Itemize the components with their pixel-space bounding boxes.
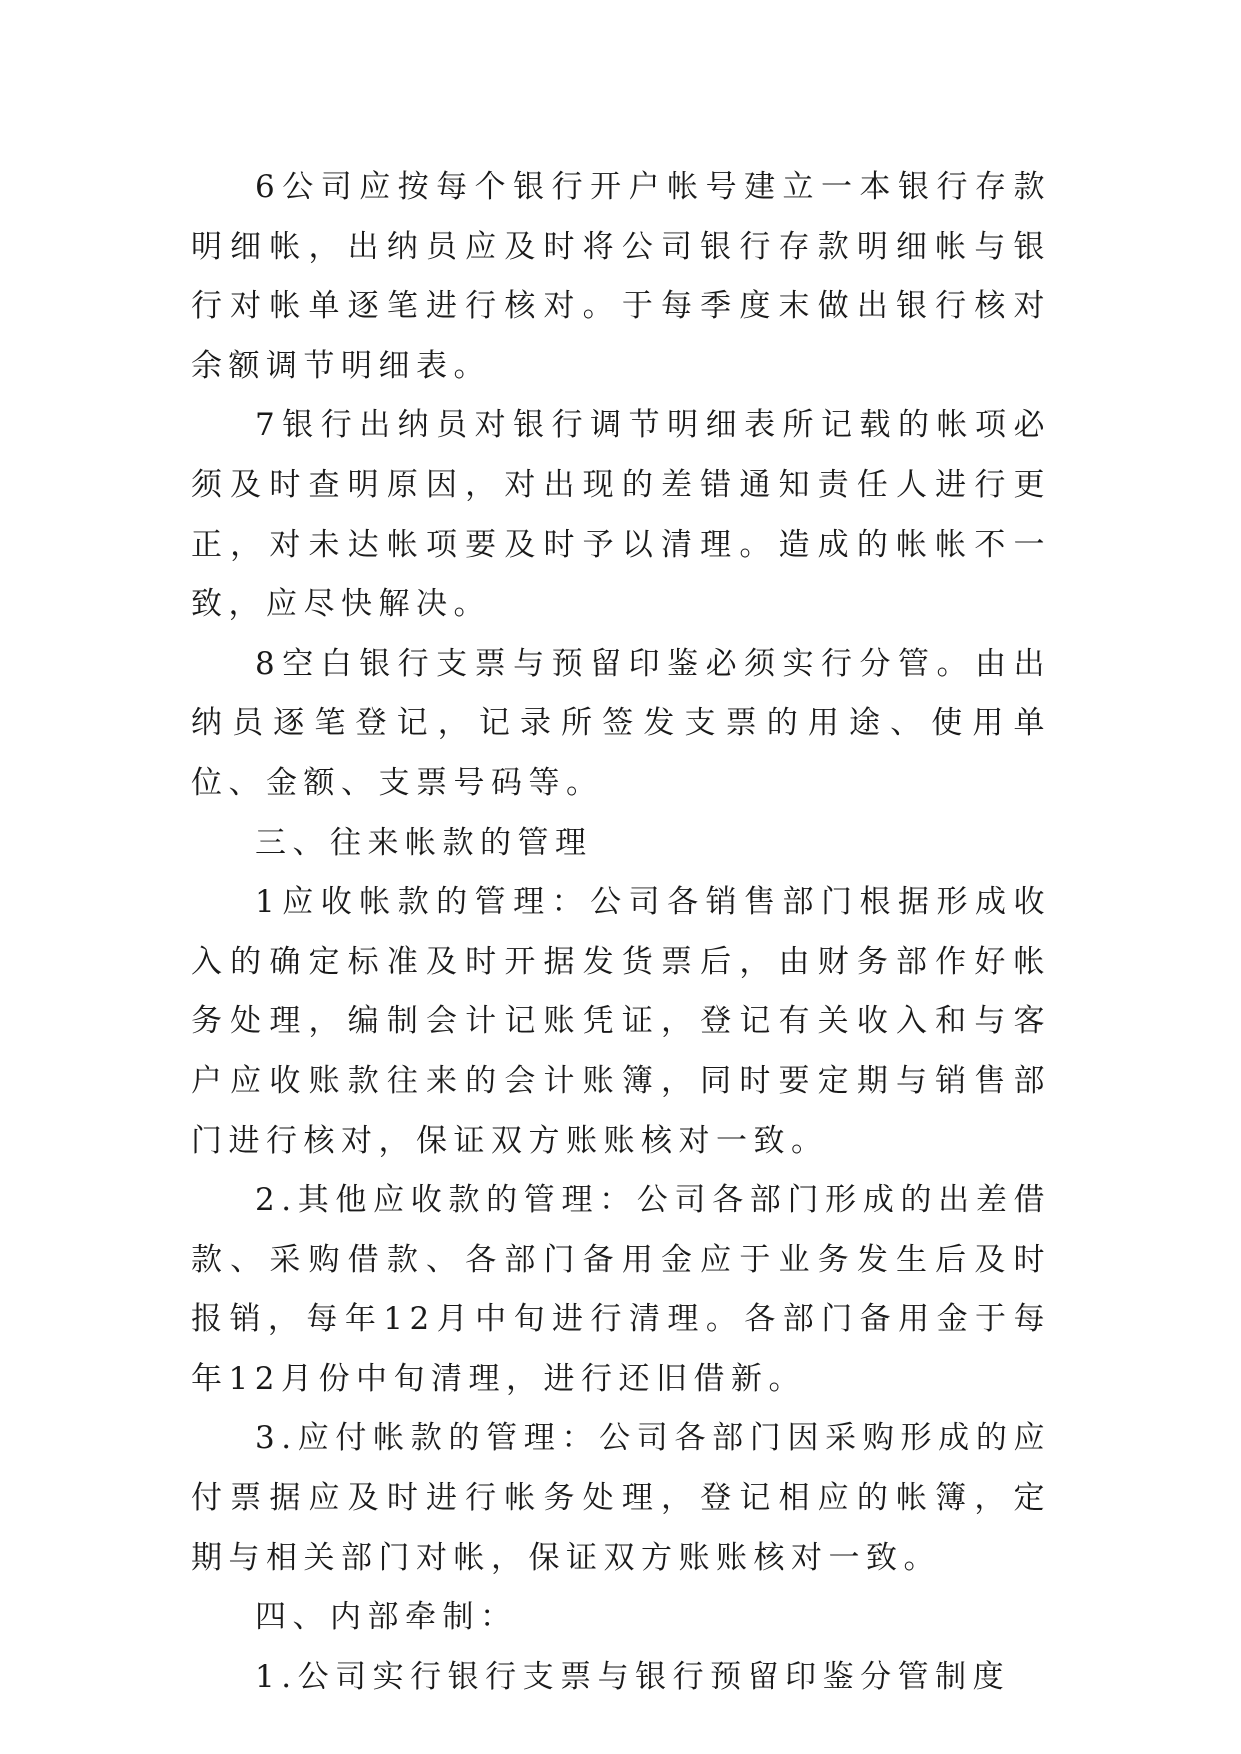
- paragraph-payables: 3.应付帐款的管理：公司各部门因采购形成的应付票据应及时进行帐务处理，登记相应的帐簿，定期与相关部门对帐，保证双方账账核对一致。: [191, 1420, 1051, 1576]
- section-heading-3: 三、往来帐款的管理: [255, 824, 593, 861]
- paragraph-receivables: 1应收帐款的管理：公司各销售部门根据形成收入的确定标准及时开据发货票后，由财务部作好帐务处理，编制会计记账凭证，登记有关收入和与客户应收账款往来的会计账簿，同时要定期与销售部门进行核对，保证双方账账核对一致。: [191, 884, 1051, 1159]
- document-body: [191, 158, 1051, 1707]
- paragraph-item-7: 7银行出纳员对银行调节明细表所记载的帐项必须及时查明原因，对出现的差错通知责任人进行更正，对未达帐项要及时予以清理。造成的帐帐不一致，应尽快解决。: [191, 407, 1051, 623]
- paragraph-other-receivables: 2.其他应收款的管理：公司各部门形成的出差借款、采购借款、各部门备用金应于业务发生后及时报销，每年12月中旬进行清理。各部门备用金于每年12月份中旬清理，进行还旧借新。: [191, 1182, 1051, 1397]
- paragraph-item-6: 6公司应按每个银行开户帐号建立一本银行存款明细帐，出纳员应及时将公司银行存款明细帐与银行对帐单逐笔进行核对。于每季度末做出银行核对余额调节明细表。: [191, 169, 1051, 384]
- paragraph-item-8: 8空白银行支票与预留印鉴必须实行分管。由出纳员逐笔登记，记录所签发支票的用途、使用单位、金额、支票号码等。: [191, 645, 1051, 801]
- paragraph-internal-control-1: 1.公司实行银行支票与银行预留印鉴分管制度: [255, 1658, 1011, 1695]
- section-heading-4: 四、内部牵制：: [255, 1599, 518, 1636]
